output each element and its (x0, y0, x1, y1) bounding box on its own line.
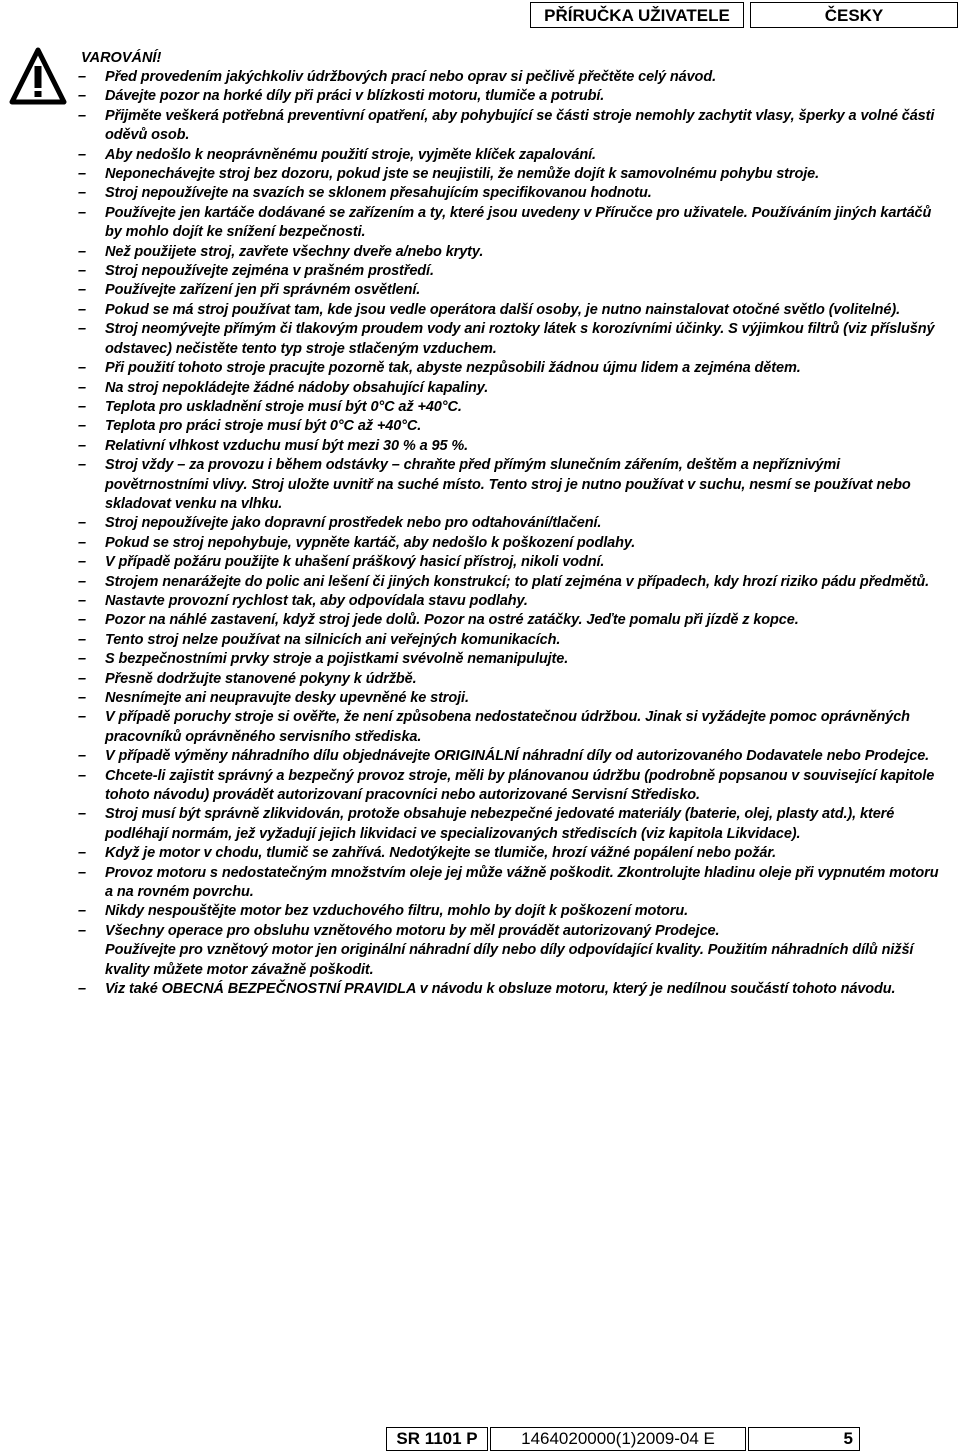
list-dash: – (78, 806, 86, 823)
list-dash: – (78, 554, 86, 571)
warning-item (0, 650, 960, 669)
warning-item (0, 708, 960, 747)
warning-item-text: Nastavte provozní rychlost tak, aby odpovídala stavu podlahy. (105, 592, 528, 609)
warning-item (0, 204, 960, 243)
list-dash: – (78, 592, 86, 609)
warning-item-text: Používejte jen kartáče dodávané se zařízením a ty, které jsou uvedeny v Příručce pro uživatele. Používáním jiných kartáčů by mohlo dojít ke snížení bezpečnosti. (105, 204, 932, 241)
footer-document-code: 1464020000(1)2009-04 E (490, 1427, 746, 1451)
list-dash: – (78, 204, 86, 221)
warning-item-text: Dávejte pozor na horké díly při práci v blízkosti motoru, tlumiče a potrubí. (105, 88, 605, 105)
list-dash: – (78, 903, 86, 920)
warning-item-text: V případě poruchy stroje si ověřte, že není způsobena nedostatečnou údržbou. Jinak si vyžádejte pomoc oprávněných pracovníků oprávněného servisního střediska. (105, 709, 910, 745)
list-dash: – (78, 301, 86, 318)
warning-item-text: Stroj musí být správně zlikvidován, protože obsahuje nebezpečné jedovaté materiály (baterie, olej, plasty atd.), které podléhají normám, jež vyžadují jejich likvidaci ve specializovaných střediscích (viz kapitola Likvidace). (105, 806, 895, 842)
list-dash: – (78, 534, 86, 551)
list-dash: – (78, 767, 86, 784)
warning-item (0, 670, 960, 689)
warning-title: VAROVÁNÍ! (81, 50, 162, 66)
warning-item (0, 844, 960, 863)
warning-item-text: Než použijete stroj, zavřete všechny dveře a/nebo kryty. (105, 243, 484, 260)
warning-item-text: Teplota pro práci stroje musí být 0°C až +40°C. (105, 418, 422, 435)
warning-item-text: Aby nedošlo k neoprávněnému použití stroje, vyjměte klíček zapalování. (105, 146, 596, 163)
list-dash: – (78, 670, 86, 687)
warning-item (0, 379, 960, 398)
warning-item (0, 767, 960, 806)
list-dash: – (78, 709, 86, 726)
list-dash: – (78, 243, 86, 260)
warning-item (0, 805, 960, 844)
warning-item-text: Neponechávejte stroj bez dozoru, pokud jste se neujistili, že nemůže dojít k samovolnému pohybu stroje. (105, 166, 820, 183)
list-dash: – (78, 146, 86, 163)
list-dash: – (78, 573, 86, 590)
list-dash: – (78, 263, 86, 280)
warning-item-text: Pokud se stroj nepohybuje, vypněte kartáč, aby nedošlo k poškození podlahy. (105, 534, 636, 551)
list-dash: – (78, 437, 86, 454)
list-dash: – (78, 379, 86, 396)
warning-item-text: Provoz motoru s nedostatečným množstvím oleje jej může vážně poškodit. Zkontrolujte hladinu oleje při vypnutém motoru a na rovném povrchu. (105, 864, 939, 901)
warning-item (0, 902, 960, 921)
list-dash: – (78, 185, 86, 202)
warning-item-text: Při použití tohoto stroje pracujte pozorně tak, abyste nezpůsobili žádnou újmu lidem a zejména dětem. (105, 360, 801, 377)
warning-item-text: Stroj nepoužívejte na svazích se sklonem přesahujícím specifikovanou hodnotu. (105, 185, 652, 202)
list-dash: – (78, 107, 86, 124)
warning-item-text: Používejte pro vznětový motor jen originální náhradní díly nebo díly odpovídající kvality. Použitím náhradních dílů nižší kvality můžete motor závažně poškodit. (105, 942, 914, 978)
warning-item (0, 320, 960, 359)
warning-item-text: Na stroj nepokládejte žádné nádoby obsahující kapaliny. (105, 379, 489, 396)
list-dash: – (78, 981, 86, 998)
warning-item (0, 631, 960, 650)
warning-item-text: Strojem nenarážejte do polic ani lešení či jiných konstrukcí; to platí zejména v případech, kdy hrozí riziko pádu předmětů. (105, 573, 930, 590)
list-dash: – (78, 418, 86, 435)
warning-item (0, 107, 960, 146)
warning-item-text: Tento stroj nelze používat na silnicích ani veřejných komunikacích. (105, 631, 561, 648)
warning-item (0, 456, 960, 514)
warning-item (0, 611, 960, 630)
list-dash: – (78, 748, 86, 765)
warning-item (0, 184, 960, 203)
warning-item-text: S bezpečnostními prvky stroje a pojistkami svévolně nemanipulujte. (105, 651, 569, 668)
warning-item (0, 87, 960, 106)
warning-item (0, 417, 960, 436)
warning-item (0, 398, 960, 417)
warning-item-text: Přijměte veškerá potřebná preventivní opatření, aby pohybující se části stroje nemohly zachytit vlasy, šperky a volné části oděvů osob. (105, 107, 935, 144)
list-dash: – (78, 651, 86, 668)
warning-item (0, 437, 960, 456)
list-dash: – (78, 282, 86, 299)
warning-item-text: Pokud se má stroj používat tam, kde jsou vedle operátora další osoby, je nutno nainstalovat otočné světlo (volitelné). (105, 301, 901, 318)
warning-item-text: Stroj nepoužívejte zejména v prašném prostředí. (105, 263, 434, 280)
list-dash: – (78, 690, 86, 706)
warning-item (0, 301, 960, 320)
warning-item-text: V případě výměny náhradního dílu objednávejte ORIGINÁLNÍ náhradní díly od autorizovaného Dodavatele nebo Prodejce. (105, 748, 930, 765)
list-dash: – (78, 612, 86, 629)
warning-item (0, 514, 960, 533)
warning-item (0, 359, 960, 378)
warning-item-text: Všechny operace pro obsluhu vznětového motoru by měl provádět autorizovaný Prodejce. (105, 922, 720, 939)
list-dash: – (78, 398, 86, 415)
warning-item (0, 165, 960, 184)
warning-item-text: Nesnímejte ani neupravujte desky upevněné ke stroji. (105, 690, 469, 706)
warning-item-text: Pozor na náhlé zastavení, když stroj jede dolů. Pozor na ostré zatáčky. Jeďte pomalu při jízdě z kopce. (105, 612, 799, 629)
list-dash: – (78, 69, 86, 85)
list-dash: – (78, 864, 86, 881)
warning-item (0, 922, 960, 941)
list-dash: – (78, 321, 86, 338)
list-dash: – (78, 845, 86, 862)
list-dash: – (78, 515, 86, 532)
warning-item (0, 146, 960, 165)
warning-item (0, 941, 960, 980)
warning-item (0, 573, 960, 592)
list-dash: – (78, 88, 86, 105)
warning-item (0, 534, 960, 553)
warning-item-text: Stroj neomývejte přímým či tlakovým proudem vody ani roztoky látek s korozívními účinky. S výjimkou filtrů (viz příslušný odstavec) nečistěte tento typ stroje stlačeným vzduchem. (105, 321, 935, 357)
warning-item-text: Přesně dodržujte stanovené pokyny k údržbě. (105, 670, 417, 687)
warning-item-text: Když je motor v chodu, tlumič se zahřívá. Nedotýkejte se tlumiče, hrozí vážné popálení nebo požár. (105, 845, 777, 862)
warning-item (0, 747, 960, 766)
warning-item (0, 243, 960, 262)
warning-item-text: Nikdy nespouštějte motor bez vzduchového filtru, mohlo by dojít k poškození motoru. (105, 903, 689, 920)
list-dash: – (78, 166, 86, 183)
warning-list (0, 68, 960, 1000)
warning-item (0, 592, 960, 611)
warning-item (0, 689, 960, 708)
warning-item-text: Relativní vlhkost vzduchu musí být mezi 30 % a 95 %. (105, 437, 469, 454)
footer-page-number: 5 (748, 1427, 860, 1451)
warning-item (0, 262, 960, 281)
list-dash: – (78, 922, 86, 939)
warning-item-text: Chcete-li zajistit správný a bezpečný provoz stroje, měli by plánovanou údržbu (podrobně popsanou v související kapitole tohoto návodu) provádět autorizovaní pracovníci nebo autorizované Servisní Středisko. (105, 767, 935, 804)
warning-item (0, 553, 960, 572)
list-dash: – (78, 457, 86, 474)
warning-item-text: Viz také OBECNÁ BEZPEČNOSTNÍ PRAVIDLA v návodu k obsluze motoru, který je nedílnou součástí tohoto návodu. (105, 981, 896, 998)
warning-item-text: Teplota pro uskladnění stroje musí být 0°C až +40°C. (105, 398, 462, 415)
language-label: ČESKY (750, 2, 958, 28)
warning-item (0, 980, 960, 999)
warning-item-text: Stroj vždy – za provozu i během odstávky – chraňte před přímým slunečním zářením, deštěm a nepříznivými povětrnostními vlivy. Stroj uložte uvnitř na suché místo. Tento stroj je nutno používat v suchu, nesmí se používat nebo skladovat venku na vlhku. (105, 457, 911, 512)
warning-item (0, 864, 960, 903)
warning-item-text: Používejte zařízení jen při správném osvětlení. (105, 282, 421, 299)
warning-item-text: V případě požáru použijte k uhašení práškový hasicí přístroj, nikoli vodní. (105, 554, 605, 571)
warning-item-text: Před provedením jakýchkoliv údržbových prací nebo oprav si pečlivě přečtěte celý návod. (105, 69, 716, 85)
warning-item (0, 281, 960, 300)
list-dash: – (78, 631, 86, 648)
footer-model: SR 1101 P (386, 1427, 488, 1451)
warning-item-text: Stroj nepoužívejte jako dopravní prostředek nebo pro odtahování/tlačení. (105, 515, 602, 532)
list-dash: – (78, 360, 86, 377)
manual-title: PŘÍRUČKA UŽIVATELE (530, 2, 744, 28)
warning-item (0, 68, 960, 87)
